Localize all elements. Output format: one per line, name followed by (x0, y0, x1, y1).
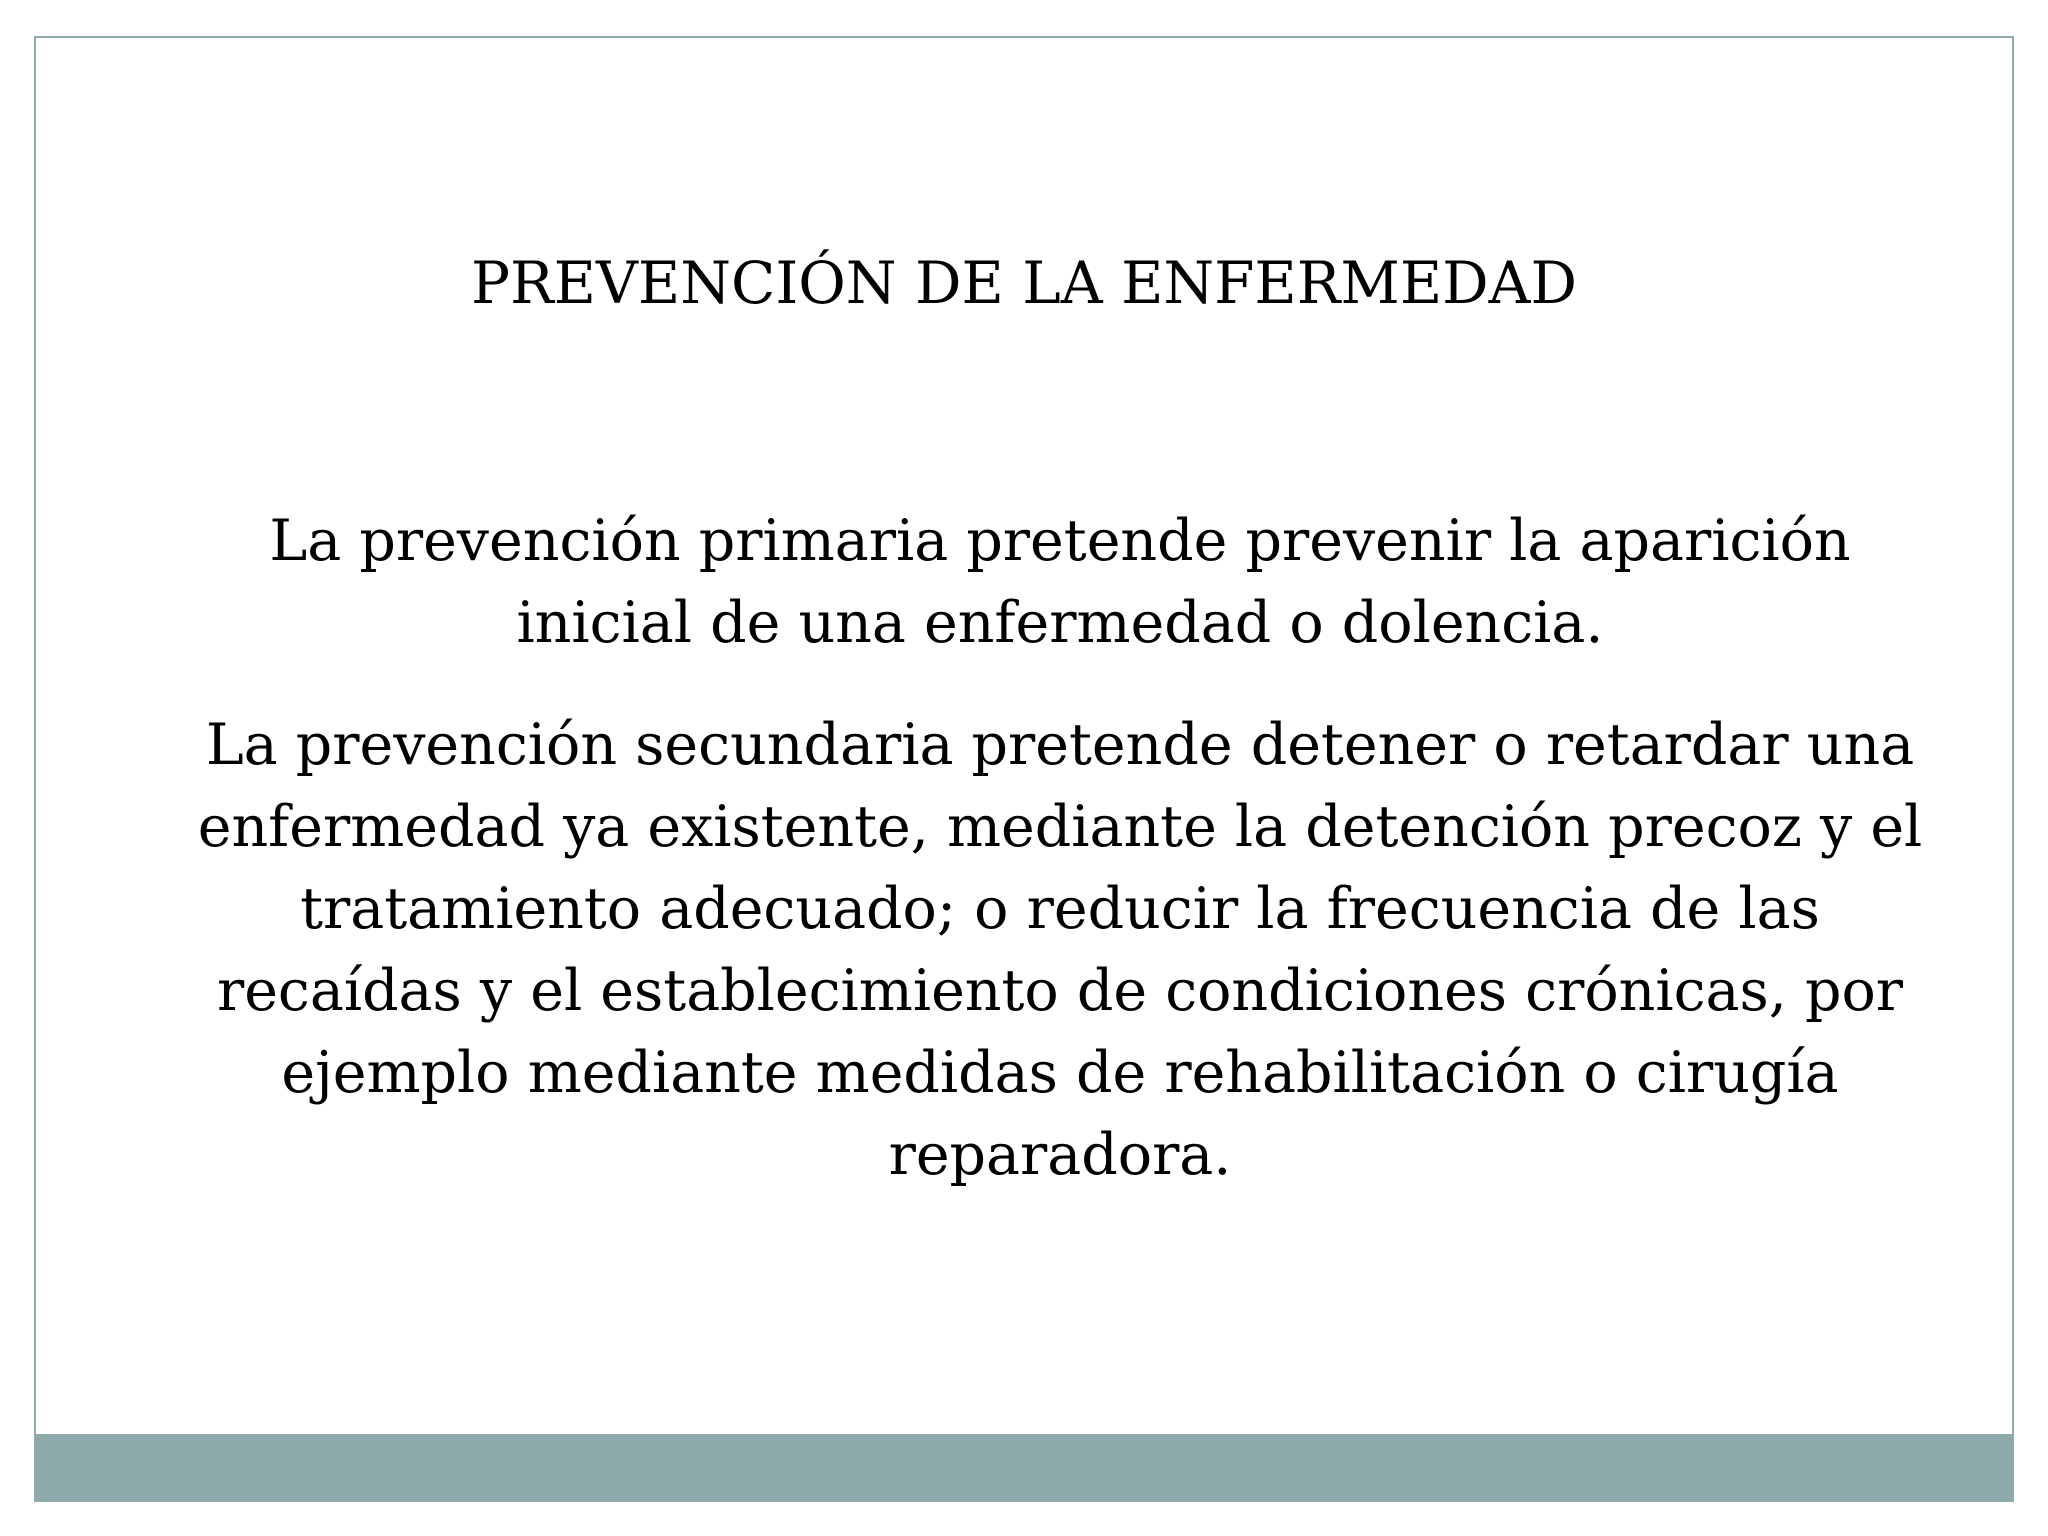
slide-body (180, 500, 1940, 1236)
paragraph-secondary-prevention: La prevención secundaria pretende detener o retardar una enfermedad ya existente, mediante la detención precoz y el tratamiento adecuado; o reducir la frecuencia de las recaídas y el establecimiento de condiciones crónicas, por ejemplo mediante medidas de rehabilitación o cirugía reparadora. (197, 712, 1923, 1188)
footer-band (34, 1434, 2014, 1502)
paragraph-primary-prevention: La prevención primaria pretende prevenir la aparición inicial de una enfermedad o dolencia. (269, 508, 1851, 656)
slide-title: PREVENCIÓN DE LA ENFERMEDAD (470, 249, 1578, 317)
